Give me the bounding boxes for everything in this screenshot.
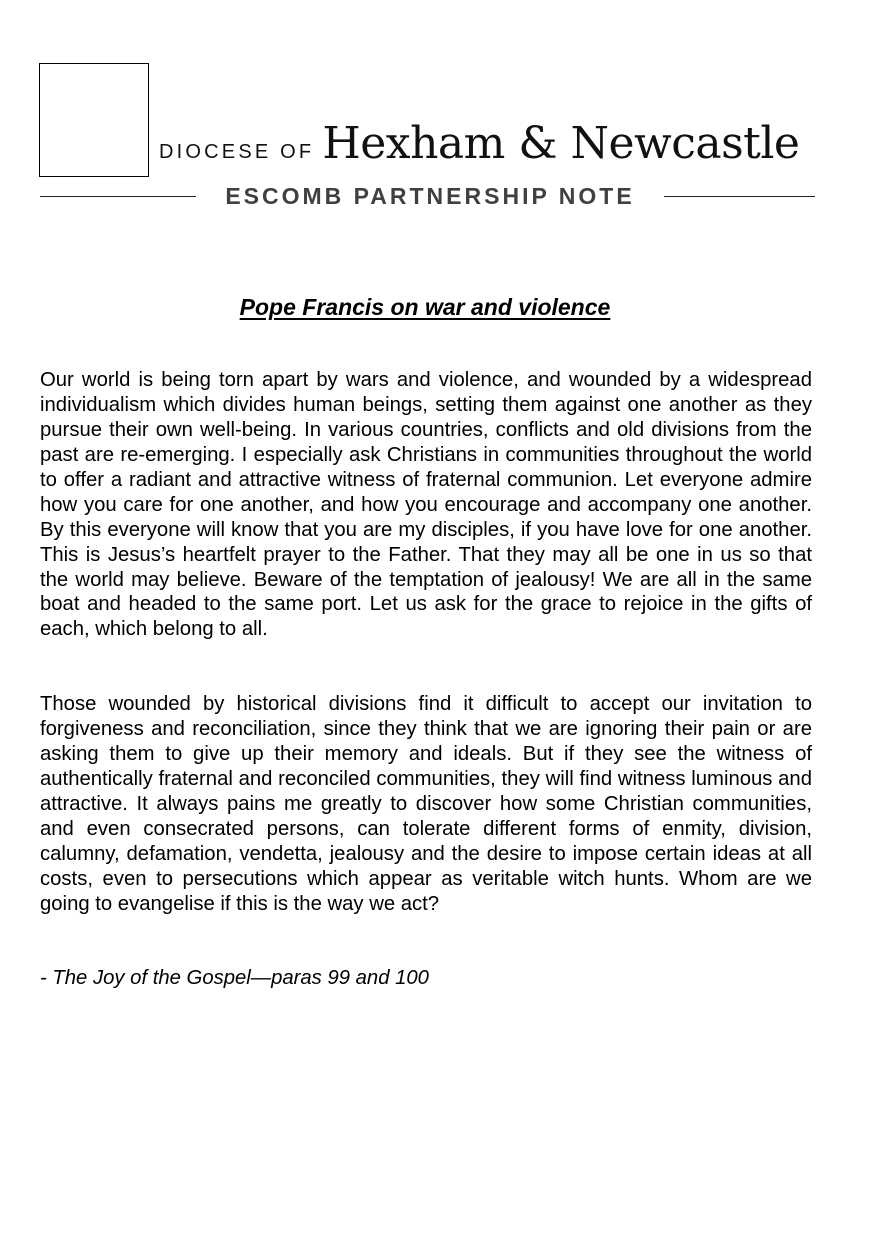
header-rule-left: [40, 196, 196, 197]
source-citation: - The Joy of the Gospel—paras 99 and 100: [40, 967, 429, 989]
diocese-heading: [159, 118, 799, 174]
partnership-note-subtitle: ESCOMB PARTNERSHIP NOTE: [225, 183, 635, 209]
body-paragraph-2: Those wounded by historical divisions find it difficult to accept our invitation to forgiveness and reconciliation, since they think that we are ignoring their pain or are asking them to give up their memory and ideals. But if they see the witness of authentically fraternal and reconciled communities, they will find witness luminous and attractive. It always pains me greatly to discover how some Christian communities, and even consecrated persons, can tolerate different forms of enmity, division, calumny, defamation, vendetta, jealousy and the desire to impose certain ideas at all costs, even to persecutions which appear as veritable witch hunts. Whom are we going to evangelise if this is the way we act?: [40, 693, 812, 915]
diocese-prefix: DIOCESE OF: [159, 141, 315, 163]
diocese-name: Hexham & Newcastle: [322, 118, 800, 169]
body-paragraph-1: Our world is being torn apart by wars and violence, and wounded by a widespread individualism which divides human beings, setting them against one another as they pursue their own well-being. In various countries, conflicts and old divisions from the past are re-emerging. I especially ask Christians in communities throughout the world to offer a radiant and attractive witness of fraternal communion. Let everyone admire how you care for one another, and how you encourage and accompany one another. By this everyone will know that you are my disciples, if you have love for one another. This is Jesus’s heartfelt prayer to the Father. That they may all be one in us so that the world may believe. Beware of the temptation of jealousy! We are all in the same boat and headed to the same port. Let us ask for the grace to rejoice in the gifts of each, which belong to all.: [40, 369, 812, 641]
header-rule-right: [664, 196, 815, 197]
diocese-logo-frame: [39, 63, 149, 177]
article-title: Pope Francis on war and violence: [239, 294, 611, 320]
